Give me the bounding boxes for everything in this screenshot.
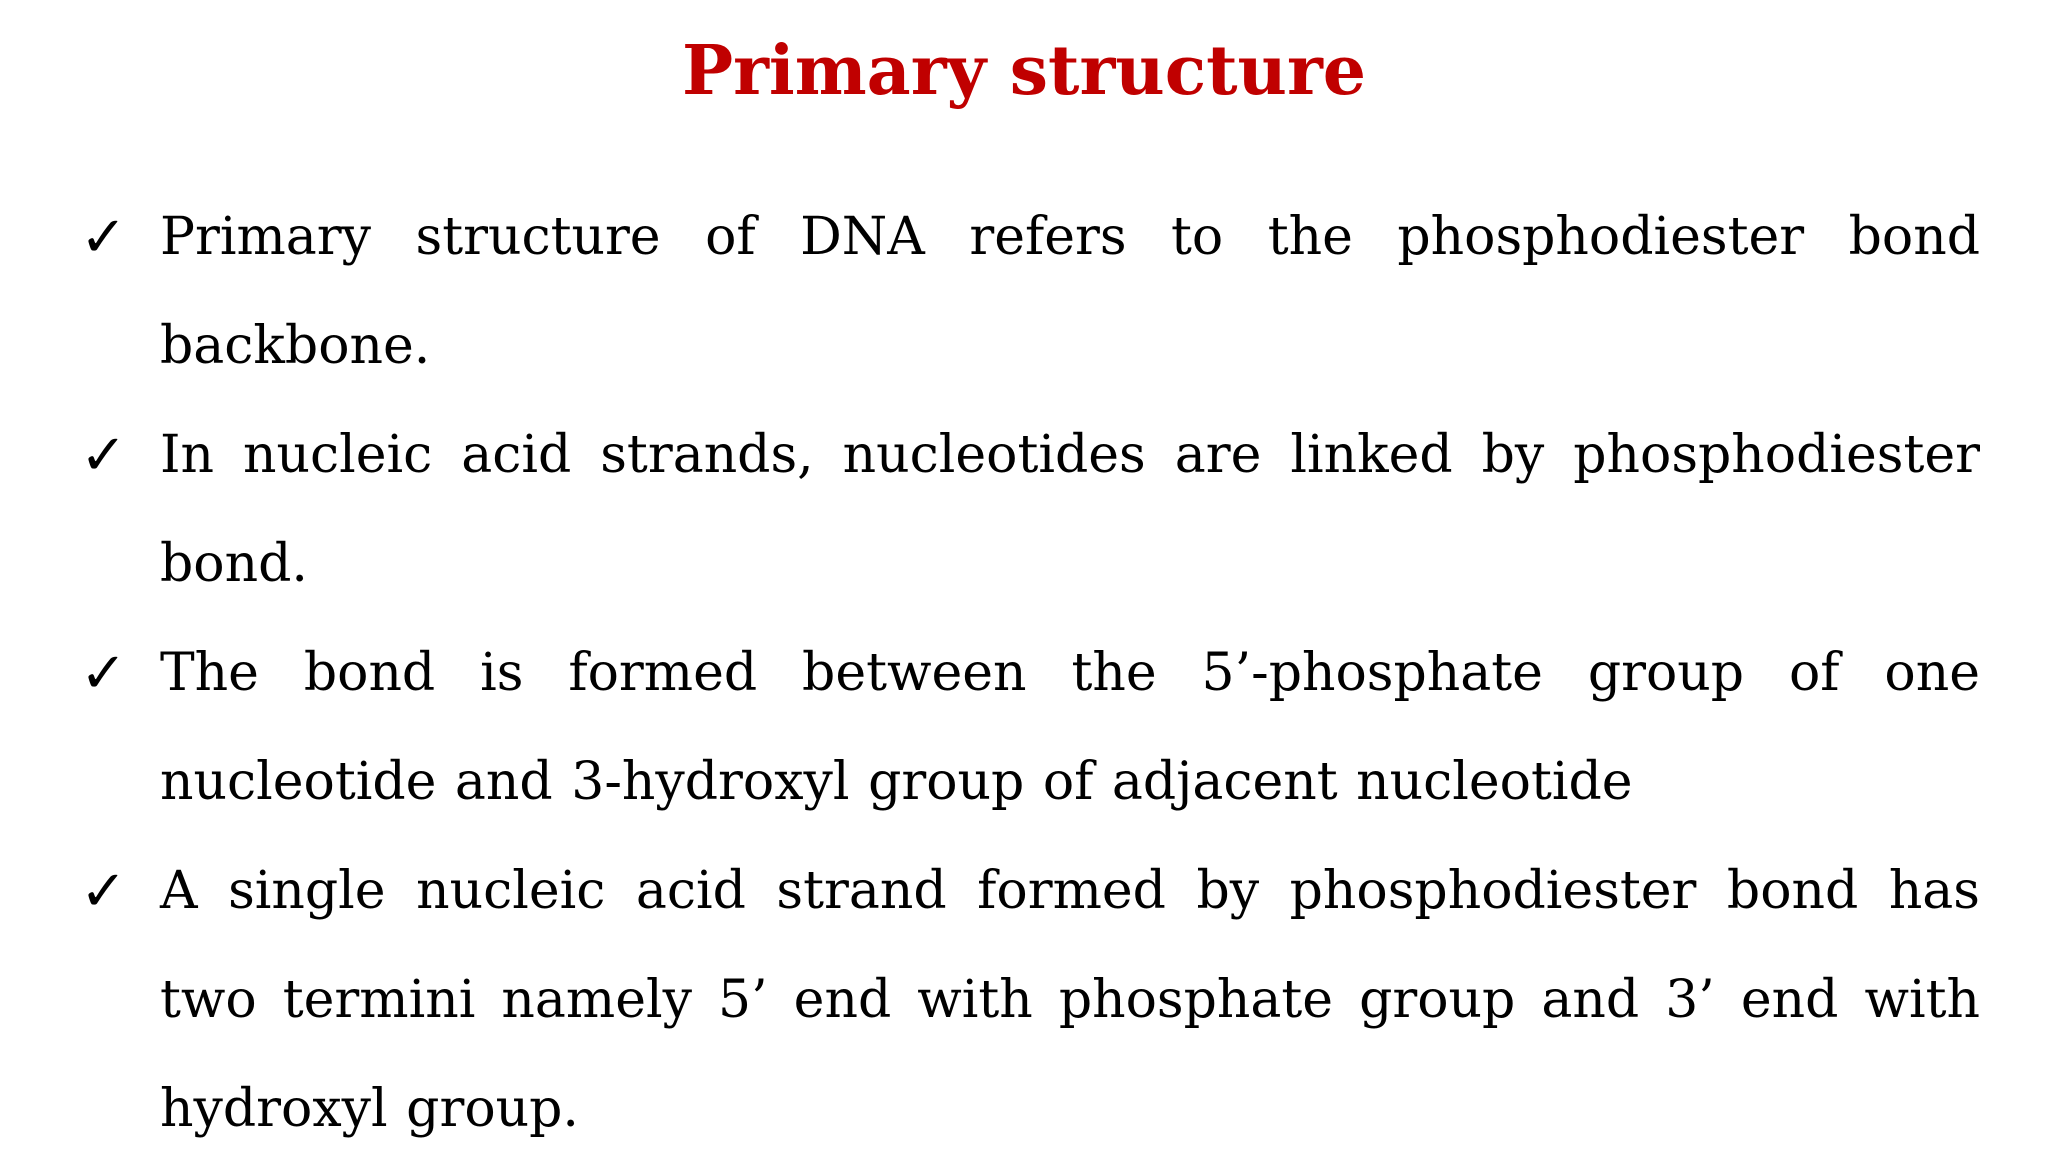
checkmark-icon: ✓ [80,205,127,270]
bullet-text: Primary structure of DNA refers to the phosphodiester bond backbone. [160,207,1980,376]
checkmark-icon: ✓ [80,641,127,706]
bullet-text: A single nucleic acid strand formed by phosphodiester bond has two termini namely 5’ end with phosphate group and 3’ end with hydroxyl group. [160,861,1980,1139]
bullet-item [80,183,1980,401]
checkmark-icon: ✓ [80,423,127,488]
bullet-text: In nucleic acid strands, nucleotides are linked by phosphodiester bond. [160,425,1980,594]
bullet-item [80,619,1980,837]
bullet-text: The bond is formed between the 5’-phosphate group of one nucleotide and 3-hydroxyl group of adjacent nucleotide [160,643,1980,812]
checkmark-icon: ✓ [80,859,127,924]
bullet-item [80,401,1980,619]
bullet-list [80,183,1980,1152]
bullet-item [80,837,1980,1152]
slide-title: Primary structure [681,31,1367,111]
